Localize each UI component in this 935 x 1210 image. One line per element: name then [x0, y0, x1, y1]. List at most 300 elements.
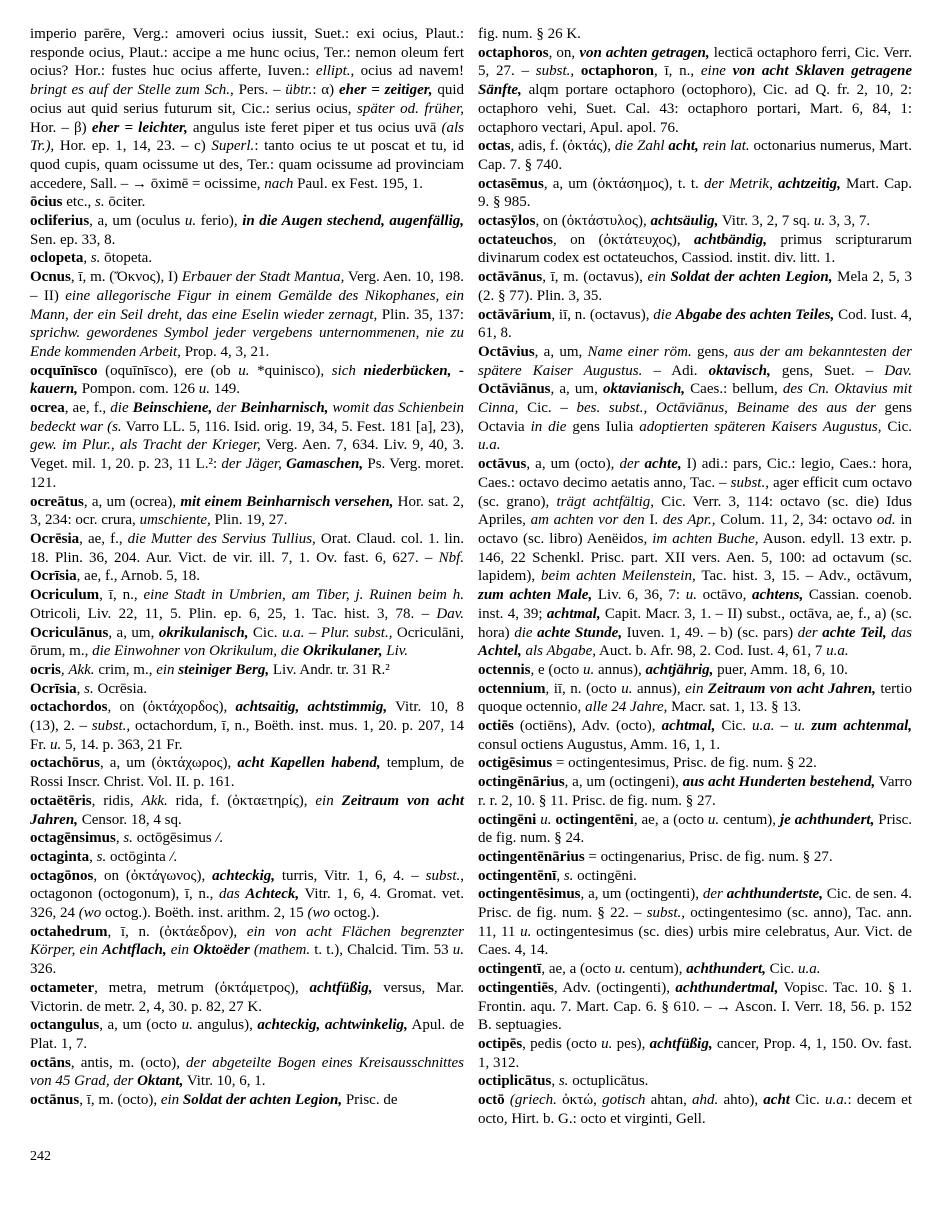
entry-octingentesimus [478, 885, 912, 960]
text-run: , on (ὀκτάστυλος), [535, 213, 651, 230]
text-run: Achtel, [478, 643, 522, 660]
text-run: Name einer röm. [587, 343, 692, 360]
text-run: bringt es auf der Stelle zum Sch. [30, 82, 231, 99]
text-run: die Einwohner von Okrikulum, die [92, 643, 303, 660]
text-run: Hor. sat. 2, 3, 234: ocr. crura, [30, 493, 464, 529]
text-run: am achten vor den [530, 512, 650, 529]
text-run: ferio), [196, 213, 243, 230]
text-run: der Metrik, [703, 175, 773, 192]
text-run: , a, um, [550, 381, 603, 398]
text-run: u. [198, 381, 211, 398]
text-run: u. [582, 661, 595, 678]
entry-octigesimus [478, 754, 912, 773]
text-run: Akk. [68, 661, 95, 678]
text-run: Colum. 11, 2, 34: octavo [715, 512, 877, 529]
text-run: achte Stunde, [537, 624, 623, 641]
text-run: achtjährig, [645, 661, 714, 678]
text-run: in die [530, 418, 573, 435]
text-run: octingēni. [573, 867, 637, 884]
text-run: turris, Vitr. 1, 6, 4. – [275, 867, 426, 884]
text-run: ocquīnīsco [30, 362, 98, 379]
text-run: trägt achtfältig [556, 493, 651, 510]
text-run: die [653, 306, 676, 323]
text-run: Abgabe des achten Teiles, [675, 306, 835, 323]
text-run: octachordum, ī, n., Boëth. inst. mus. 1, 20. p. 207, 14 Fr. [30, 718, 464, 753]
text-run: : α) [312, 82, 339, 99]
text-run: die Mutter des Servius Tullius, [127, 530, 316, 547]
text-run: ocrea [30, 400, 65, 417]
entry-octiplicatus [478, 1072, 912, 1091]
text-run: I. [649, 512, 663, 529]
text-run: im achten Buche, [652, 530, 759, 547]
entry-octameter [30, 979, 464, 1016]
text-run: puer, Amm. 18, 6, 10. [713, 661, 848, 678]
text-run: , ae, f., Arnob. 5, 18. [76, 568, 200, 585]
text-run: , [556, 867, 564, 884]
text-run: die Zahl [614, 138, 669, 155]
entry-ocris [30, 661, 464, 680]
text-run: etc., [62, 194, 95, 211]
text-run: rein lat. [698, 138, 750, 155]
text-run: Akk. [141, 792, 168, 809]
text-run: acht [763, 1092, 790, 1109]
text-run: octāvus [478, 456, 527, 473]
text-run: ocliferius [30, 213, 90, 230]
text-run: quid ocius aut quid serius futurum sit, Cic.: serius ocius, [30, 82, 464, 117]
text-run: Cic. [765, 961, 798, 978]
text-run: subst., [535, 63, 575, 80]
text-run: aus acht Hunderten bestehend, [682, 774, 876, 791]
text-run: Achtflach, [101, 942, 167, 959]
text-run: Cic. de sen. 4. Prisc. de fig. num. § 22. – [478, 886, 913, 922]
text-run: Iuven. 1, 49. – b) (sc. pars) [622, 624, 798, 641]
entry-octasylos [478, 212, 912, 231]
text-run: *quinisco), [249, 362, 332, 379]
text-run: (oquīnīsco), ere (ob [97, 362, 239, 379]
text-run: Censor. 18, 4 sq. [77, 811, 182, 828]
text-run: womit das Schienbein bedeckt war (s. [30, 400, 465, 435]
text-run: Vitr. 10, 6, 1. [183, 1073, 266, 1090]
text-run: octingentesimus (sc. dies) urbis mire celebratus, Aur. Vict. de Caes. 4, 14. [478, 923, 913, 959]
text-run: octōgēsimus [132, 830, 216, 847]
entry-ocriculum [30, 586, 464, 661]
text-run: – [304, 624, 321, 641]
text-run: das [886, 624, 913, 641]
text-run: crim, m., [94, 661, 157, 678]
text-run: u. [520, 923, 532, 940]
text-run: , a, um (oculus [89, 213, 185, 230]
text-run: Ocrēsia [30, 530, 80, 547]
text-run: eher = leichter, [91, 119, 188, 136]
text-run: achtzeitig, [777, 175, 841, 192]
text-run: u. [540, 811, 552, 828]
text-run: octagēnsimus [30, 830, 116, 847]
text-run: octasȳlos [478, 213, 536, 230]
entry-octingenteni [478, 867, 912, 886]
text-run: imperio parēre, Verg.: amoveri ocius iussit, Suet.: exi ocius, Plaut.: responde ocius, Plaut.: accipe a me hunc ocius, Ter.: nemon oleum fert ocius? Hor.: fustes huc ocius afferte, Iuven.: [30, 26, 464, 80]
entry-octingeni [478, 811, 912, 848]
text-run: octuplicātus. [568, 1073, 649, 1090]
text-run: Tac. hist. 3, 15. – Adv., octāvum, [695, 568, 912, 585]
text-run: Pompon. com. 126 [77, 381, 199, 398]
text-run: cancer, Prop. 4, 1, 150. Ov. fast. 1, 312. [478, 1035, 912, 1071]
text-run: od. [876, 512, 896, 529]
text-run: adoptierten späteren Kaisers Augustus, [639, 418, 882, 435]
text-run: Soldat der achten Legion, [670, 269, 833, 286]
text-run: , a, um (ὀκτάχωρος), [100, 755, 238, 772]
text-run: Ocriculānus [30, 624, 109, 641]
text-run: beim achten Meilenstein, [541, 568, 696, 585]
text-run: achtsaitig, achtstimmig, [235, 699, 388, 716]
text-run: octaginta [30, 848, 90, 865]
text-run: ōciter. [104, 194, 146, 211]
text-run: , ī, n., [653, 63, 701, 80]
text-run: Ocrīsia [30, 568, 77, 585]
text-run: octāvānus [478, 269, 543, 286]
text-run: s. [84, 680, 94, 697]
entry-octavanus [478, 268, 912, 305]
text-run: achte Teil, [822, 624, 887, 641]
text-run: subst., [646, 905, 686, 922]
text-run: , Adv. (octingenti), [553, 979, 676, 996]
text-run: 149. [210, 381, 241, 398]
text-run: Achteck, [245, 886, 300, 903]
text-run: Beinschiene, [132, 400, 213, 417]
text-run: steiniger Berg, [178, 661, 270, 678]
text-run: der [702, 886, 727, 903]
text-run: Dav. [884, 362, 912, 379]
text-run: , ī, m. (Ὄκνος), I) [70, 269, 182, 286]
text-run: ager efficit cum octavo (sc. grano), [478, 474, 912, 510]
entry-ocrea [30, 399, 464, 493]
text-run: , a, um, [108, 624, 159, 641]
text-run: octingēnārius [478, 774, 565, 791]
text-run: consul octiens Augustus, Amm. 16, 1, 1. [478, 736, 721, 753]
text-run: u. [181, 1017, 193, 1034]
text-run: Vopisc. Tac. 10. § 1. Frontin. aqu. 7. Mart. Cap. 6. § 610. – → Ascon. I. Verr. 18, 56. p. 152 B. septuagies. [478, 979, 912, 1034]
text-run: = octingenarius, Prisc. de fig. num. § 27. [584, 848, 833, 865]
text-run: in die Augen stechend, augenfällig, [242, 213, 465, 230]
text-run: achthundertste, [726, 886, 823, 903]
text-run: , a, um (octo), [526, 456, 620, 473]
text-run: Prisc. de fig. num. § 24. [478, 811, 913, 847]
text-run: Ocnus [30, 269, 71, 286]
text-run: Liv. Andr. tr. 31 R.² [269, 661, 390, 678]
text-run: octipēs [478, 1035, 523, 1052]
text-run: Zeitraum von acht Jahren, [707, 680, 876, 697]
text-run: Varro r. r. 2, 10. § 11. Prisc. de fig. num. § 27. [478, 774, 913, 809]
text-run: u. [614, 961, 626, 978]
text-run: fig. num. § 26 K. [478, 26, 581, 42]
text-run: octog.). [333, 905, 380, 922]
text-run: , on (ὀκτάγωνος), [93, 867, 213, 884]
text-run: , Pers. – [230, 82, 286, 99]
text-run: Oktant, [137, 1073, 184, 1090]
text-run: mit einem Beinharnisch versehen, [180, 493, 394, 510]
text-run: bes. subst., Octāviānus, Beiname des aus der [576, 400, 885, 417]
entry-oclopeta [30, 249, 464, 268]
text-run: Zeitraum von acht Jahren, [30, 792, 464, 828]
text-run: Ocrēsia. [93, 680, 148, 697]
text-run: octennis [478, 661, 531, 678]
text-run: u. [184, 213, 197, 230]
text-run: u. [238, 362, 250, 379]
text-run: u. [707, 811, 720, 828]
text-run: Auct. b. Afr. 98, 2. Cod. Iust. 4, 61, 7 [596, 643, 827, 660]
text-run: in octavo (sc. libro) Aenëidos, [478, 512, 913, 547]
text-run: sich [331, 362, 364, 379]
text-run: Ps. Verg. moret. 121. [30, 456, 464, 491]
text-run: , e (octo [530, 661, 583, 678]
text-run: octameter [30, 979, 95, 996]
text-run: übtr. [285, 82, 313, 99]
text-run: octagōnos [30, 867, 94, 884]
text-run: u. [794, 718, 812, 735]
text-run: Mela 2, 5, 3 (2. § 77). Plin. 3, 35. [478, 269, 912, 304]
text-run: , a, um (octingenti), [580, 886, 703, 903]
entry-ocresia [30, 530, 464, 586]
text-run: , [76, 680, 85, 697]
text-run: 3, 3, 7. [825, 213, 871, 230]
text-run: , iī, n. (octo [545, 680, 622, 697]
text-run: gens, [691, 343, 734, 360]
text-run: Mart. Cap. 9. § 985. [478, 175, 913, 211]
text-run: , ī, n., [99, 587, 144, 604]
text-run: gens, Suet. – [770, 362, 885, 379]
entry-octaginta [30, 848, 464, 867]
text-run: angulus), [192, 1017, 258, 1034]
text-run: , ocius ad navem! [350, 63, 464, 80]
text-run: octas [478, 138, 511, 155]
entry-octingenties [478, 979, 912, 1035]
text-run: sprichw. gewordenes Symbol jeder vergebens unternommenen, nie zu Ende kommenden Arbeit, [30, 325, 464, 360]
text-run: achtens, [751, 587, 804, 604]
entry-octahedrum [30, 923, 464, 979]
text-run: Vitr. 10, 8 (13), 2. – [30, 699, 464, 735]
text-run: Okrikulaner, [302, 643, 383, 660]
text-run: der [619, 456, 645, 473]
text-run: (octiēns), Adv. (octo), [513, 718, 662, 735]
text-run: octāvārium [478, 306, 552, 323]
text-run: s. [96, 848, 107, 865]
text-run: oktavisch, [708, 362, 771, 379]
text-run: centum), [625, 961, 687, 978]
text-run: später od. früher, [357, 100, 464, 117]
text-run: Caes.: bellum, [685, 381, 783, 398]
text-run: ein [166, 942, 194, 959]
entry-octaphoros [478, 44, 912, 138]
text-run: subst., [91, 718, 131, 735]
entry-ocreatus [30, 493, 464, 530]
text-run: versus, Mar. Victorin. de metr. 2, 4, 30. p. 82, 27 K. [30, 979, 464, 1015]
text-run: achte, [644, 456, 682, 473]
text-run: octaphoron [580, 63, 654, 80]
entry-ocliferius [30, 212, 464, 249]
entry-ocius-continuation [30, 25, 464, 193]
text-run: , a, um (ὀκτάσημος), t. t. [543, 175, 704, 192]
text-run: s. [95, 194, 105, 211]
entry-octipes [478, 1035, 912, 1072]
text-run: (mathem. [249, 942, 311, 959]
entry-ocius [30, 193, 464, 212]
text-run: u. [601, 1035, 613, 1052]
text-run: Dav. [436, 605, 464, 622]
text-run: , ae, f., [79, 530, 128, 547]
text-run: Ocriculāni, ōrum, m., [30, 624, 464, 660]
text-run: , metra, metrum (ὀκτάμετρος), [94, 979, 310, 996]
entry-octanus-continuation [478, 25, 912, 44]
text-run: lecticā octaphoro ferri, Cic. Verr. 5, 27. – [478, 44, 912, 80]
text-run: die [110, 400, 133, 417]
text-run: oclopeta [30, 250, 84, 267]
text-run: achtfüßig, [649, 1035, 713, 1052]
text-run: : tanto ocius te ut poscat et tu, id quod cupis, quam ocissume ut des, Ter.: quam ocissume ad provinciam accedere, Sall. – → ōximē = ocissime, [30, 138, 464, 192]
text-run: Beinharnisch, [240, 400, 329, 417]
text-run: , on (ὀκτάχορδος), [107, 699, 236, 716]
text-run: ahtan, [645, 1092, 693, 1109]
text-run: octōginta [106, 848, 170, 865]
text-run: Cic. [789, 1092, 825, 1109]
text-run: , [60, 661, 69, 678]
entry-octingentenarius [478, 848, 912, 867]
text-run: eine Stadt in Umbrien, am Tiber, j. Ruinen beim h. [143, 587, 464, 604]
text-run: octonarius numerus, Mart. Cap. 7. § 740. [478, 138, 912, 173]
text-run: als Abgabe, [521, 643, 597, 660]
text-run: gens Iulia [572, 418, 640, 435]
text-run: (als Tr.), [30, 119, 465, 155]
text-run: eine allegorische Figur in einem Gemälde des Nikophanes, ein Mann, der ein Seil dreht, das eine Eselin wieder zernagt, [30, 287, 464, 323]
text-run: Verg. Aen. 7, 634. Liv. 9, 40, 3. Veget. mil. 1, 20. p. 23, 11 L.²: [30, 437, 464, 473]
text-run: u.a. [824, 1092, 848, 1109]
text-run: octagonon (octogonum), ī, n., [30, 886, 219, 903]
text-run: octāns [30, 1054, 71, 1071]
text-run: die [514, 624, 538, 641]
text-run: ocreātus [30, 493, 84, 510]
text-run: , ae, a (octo [633, 811, 708, 828]
text-run: s. [563, 867, 574, 884]
text-run: angulus iste feret piper et tus ocius uvā [187, 119, 442, 136]
text-run: octachōrus [30, 755, 100, 772]
text-run: ein [647, 269, 671, 286]
text-run: achtfüßig, [309, 979, 373, 996]
text-run: s. [558, 1073, 569, 1090]
text-run: ahd. [692, 1092, 719, 1109]
text-run: – [774, 718, 795, 735]
text-run: ein [160, 1092, 183, 1109]
entry-octans [30, 1054, 464, 1091]
text-run: octingentēnārius [478, 848, 585, 865]
text-run: , on (ὀκτάτευχος), [553, 231, 695, 248]
text-run: Prop. 4, 3, 21. [180, 343, 270, 360]
text-run: Cic. [881, 418, 912, 435]
text-run: s. [123, 830, 133, 847]
text-run: acht Kapellen habend, [237, 755, 381, 772]
text-run: alle 24 Jahre, [585, 699, 668, 716]
text-run: , [89, 848, 97, 865]
text-run: octangulus [30, 1017, 100, 1034]
text-run: u.a. [751, 718, 775, 735]
text-run: u. [452, 942, 465, 959]
text-run: eher = zeitiger, [338, 82, 433, 99]
text-run: Cod. Iust. 4, 61, 8. [478, 306, 912, 342]
text-run: Verg. Aen. 10, 198. – II) [30, 269, 464, 304]
right-column [478, 25, 912, 1128]
text-run: octaëtēris [30, 792, 92, 809]
text-run: octāvo, [696, 587, 752, 604]
text-run: pes), [612, 1035, 650, 1052]
text-run: octingentiēs [478, 979, 554, 996]
text-run: Prisc. de [342, 1092, 398, 1109]
text-run: , on, [548, 44, 580, 61]
text-run: achteckig, achtwinkelig, [257, 1017, 408, 1034]
text-run: , ī, m. (octo), [79, 1092, 161, 1109]
text-run: octahedrum [30, 923, 108, 940]
entry-octas [478, 137, 912, 174]
text-run: Cic. [715, 718, 752, 735]
text-run: achtmal, [546, 605, 601, 622]
text-run: Otricoli, Liv. 22, 11, 5. Plin. ep. 6, 25, 1. Tac. hist. 3, 78. – [30, 605, 437, 622]
text-run: Liv. [382, 643, 409, 660]
text-run: centum), [719, 811, 780, 828]
text-run: Liv. 6, 36, 7: [592, 587, 686, 604]
entry-octangulus [30, 1016, 464, 1053]
text-run: , a, um (octingeni), [564, 774, 683, 791]
text-run: aus der am bekanntesten der spätere Kaiser Augustus. [478, 343, 913, 379]
text-run: octachordos [30, 699, 108, 716]
text-run: Cic. – [518, 400, 577, 417]
text-run: , ae, f., [64, 400, 111, 417]
text-run: ōtopeta. [100, 250, 153, 267]
text-run: der Jäger, [221, 456, 287, 473]
text-run: von acht Sklaven getragene Sänfte, [478, 63, 913, 99]
text-run: /. [215, 830, 224, 847]
text-run: , pedis (octo [522, 1035, 602, 1052]
text-run: der abgeteilte Bogen eines Kreisausschnittes von 45 Grad, der [30, 1054, 464, 1090]
two-column-text-block [30, 25, 912, 1128]
text-run: je achthundert, [779, 811, 875, 828]
entry-ocnus [30, 268, 464, 362]
text-run: der [797, 624, 823, 641]
text-run: achtsäulig, [650, 213, 719, 230]
text-run: octānus [30, 1092, 80, 1109]
text-run: ocris [30, 661, 61, 678]
text-run: octiplicātus [478, 1073, 552, 1090]
entry-octavius [478, 343, 912, 455]
text-run: Ocriculum [30, 587, 100, 604]
text-run: , adis, f. (ὀκτάς), [510, 138, 615, 155]
entry-octasemus [478, 175, 912, 212]
text-run: Paul. ex Fest. 195, 1. [293, 175, 423, 192]
text-run: tertio quoque octennio, [478, 680, 913, 716]
text-run: t. t.), Chalcid. Tim. 53 [310, 942, 453, 959]
text-run: : decem et octo, Hirt. b. G.: octo et virginti, Gell. [478, 1092, 912, 1127]
text-run: octiēs [478, 718, 514, 735]
text-run: Varro LL. 5, 116. Isid. orig. 19, 34, 5. Fest. 181 [a], 23), [125, 418, 464, 435]
entry-octaeteris [30, 792, 464, 829]
text-run: , [83, 250, 91, 267]
text-run: Hor. – β) [30, 119, 92, 136]
text-run: , ridis, [91, 792, 142, 809]
text-run: 5, 14. p. 363, 21 Fr. [61, 736, 183, 753]
text-run: octō [478, 1092, 505, 1109]
text-run: Auson. edyll. 13 extr. p. 146, 22 Schenkl. Prisc. part. XII vers. Aen. 5, 100: ad octavum (sc. lapidem), [478, 530, 913, 585]
text-run: Soldat der achten Legion, [182, 1092, 343, 1109]
text-run: ōcius [30, 194, 63, 211]
text-run: (wo [78, 905, 105, 922]
entry-octo [478, 1091, 912, 1128]
entry-octanus [30, 1091, 464, 1110]
text-run: der [212, 400, 241, 417]
